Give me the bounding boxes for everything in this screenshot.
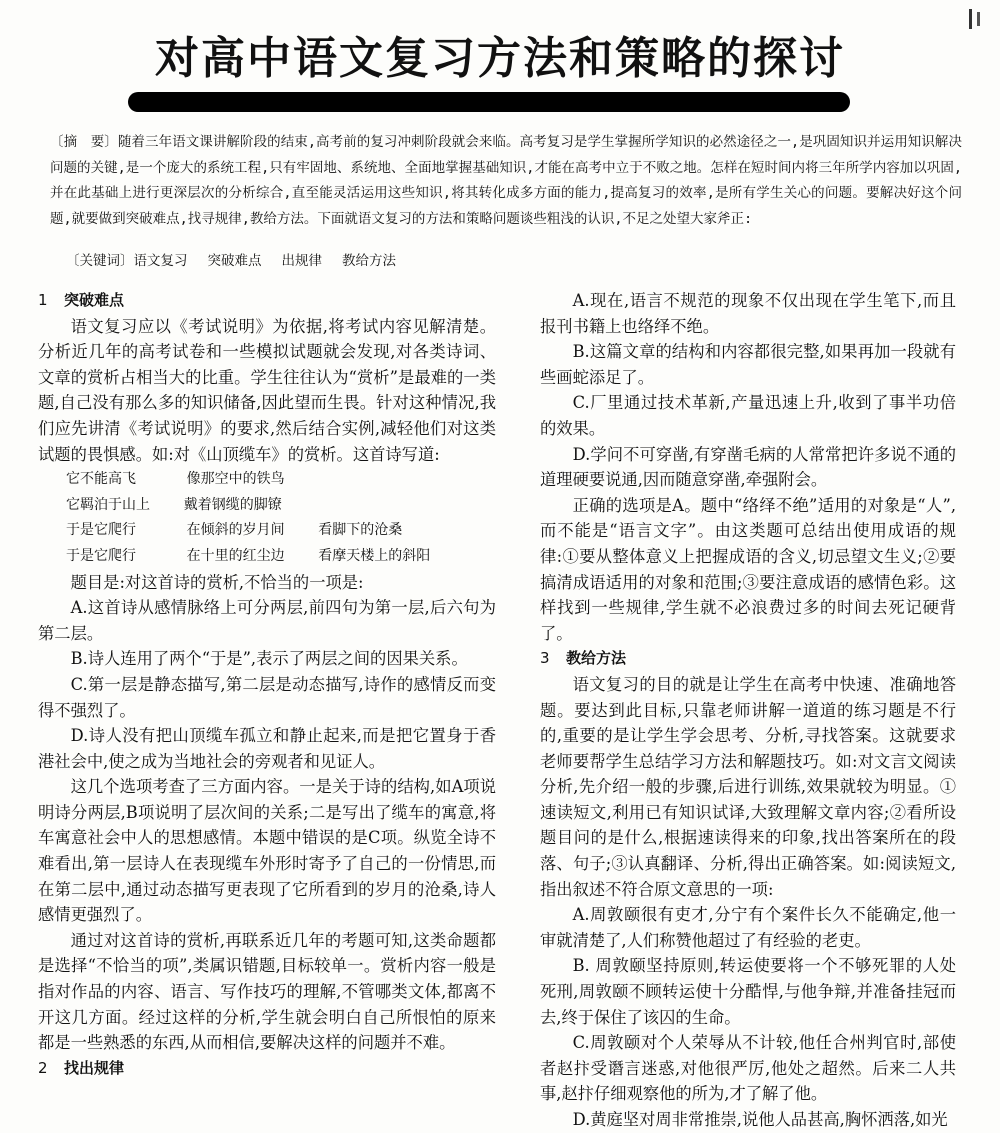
right-column [540,288,956,1133]
section-heading-2: 2 找出规律 [38,1058,125,1077]
option-b: B.诗人连用了两个“于是”,表示了两层之间的因果关系。 [70,649,468,669]
section-heading-1: 1 突破难点 [38,291,125,309]
section-heading-3: 3 教给方法 [540,649,627,668]
paragraph: 语文复习应以《考试说明》为依据,将考试内容见解清楚。分析近几年的高考试卷和一些模拟试题就会发现,对各类诗词、文章的赏析占相当大的比重。学生往往认为“赏析”是最难的一类题,自己没有那么多的知识储备,因此望而生畏。针对这种情况,我们应先讲清《考试说明》的要求,然后结合实例,减轻他们对这类试题的畏惧感。如:对《山顶缆车》的赏析。这首诗写道: [38,316,496,464]
poem-line: 它不能高飞 像那空中的铁鸟 [66,471,285,488]
option-d: D.黄庭坚对周非常推崇,说他人品甚高,胸怀洒落,如光 [572,1110,948,1129]
keyword: 出规律 [281,253,322,269]
option-a: A.现在,语言不规范的现象不仅出现在学生笔下,而且报刊书籍上也络绎不绝。 [540,291,956,336]
poem-line: 它羁泊于山上 戴着钢缆的脚镣 [66,496,282,513]
option-d: D.诗人没有把山顶缆车孤立和静止起来,而是把它置身于香港社会中,使之成为当地社会的旁观者和见证人。 [38,726,496,771]
option-a: A.这首诗从感情脉络上可分两层,前四句为第一层,后六句为第二层。 [38,598,496,643]
author-redaction-bar [128,92,850,112]
abstract [50,130,962,232]
option-b: B. 周敦颐坚持原则,转运使要将一个不够死罪的人处死刑,周敦颐不顾转运使十分酷悍,与他争辩,并准备挂冠而去,终于保住了该囚的生命。 [540,956,956,1027]
poem [38,467,496,569]
abstract-label: 〔摘 要〕 [50,134,118,150]
keyword: 教给方法 [342,253,396,269]
keywords [66,249,416,269]
option-a: A.周敦颐很有吏才,分宁有个案件长久不能确定,他一审就清楚了,人们称赞他超过了有经验的老吏。 [540,905,956,950]
corner-mark-icon [968,8,982,30]
option-c: C.周敦颐对个人荣辱从不计较,他任合州判官时,部使者赵抃受谮言迷惑,对他很严厉,他处之超然。后来二人共事,赵抃仔细观察他的所为,才了解了他。 [540,1033,956,1104]
article-title: 对高中语文复习方法和策略的探讨 [155,33,845,84]
keywords-label: 〔关键词〕 [66,253,134,269]
paragraph: 通过对这首诗的赏析,再联系近几年的考题可知,这类命题都是选择“不恰当的项”,类属识错题,目标较单一。赏析内容一般是指对作品的内容、语言、写作技巧的理解,不管哪类文体,都离不开这几方面。经过这样的分析,学生就会明白自己所恨怕的原来都是一些熟悉的东西,从而相信,要解决这样的问题并不难。 [38,930,496,1053]
option-c: C.厂里通过技术革新,产量迅速上升,收到了事半功倍的效果。 [540,393,956,438]
option-b: B.这篇文章的结构和内容都很完整,如果再加一段就有些画蛇添足了。 [540,342,956,387]
abstract-text: 随着三年语文课讲解阶段的结束,高考前的复习冲刺阶段就会来临。高考复习是学生掌握所学知识的必然途径之一,是巩固知识并运用知识解决问题的关键,是一个庞大的系统工程,只有牢固地、系统地、全面地掌握基础知识,才能在高考中立于不败之地。怎样在短时间内将三年所学内容加以巩固,并在此基础上进行更深层次的分析综合,直至能灵活运用这些知识,将其转化成多方面的能力,提高复习的效率,是所有学生关心的问题。要解决好这个问题,就要做到突破难点,找寻规律,教给方法。下面就语文复习的方法和策略问题谈些粗浅的认识,不足之处望大家斧正: [50,134,962,227]
option-c: C.第一层是静态描写,第二层是动态描写,诗作的感情反而变得不强烈了。 [38,674,496,720]
paragraph: 这几个选项考查了三方面内容。一是关于诗的结构,如A项说明诗分两层,B项说明了层次间的关系;二是写出了缆车的寓意,将车寓意社会中人的思想感情。本题中错误的是C项。纵览全诗不难看出,第一层诗人在表现缆车外形时寄予了自己的一份情思,而在第二层中,通过动态描写更表现了它所看到的岁月的沧桑,诗人感情更强烈了。 [38,777,496,925]
keyword: 突破难点 [207,253,262,269]
paragraph: 语文复习的目的就是让学生在高考中快速、准确地答题。要达到此目标,只靠老师讲解一道道的练习题是不行的,重要的是让学生学会思考、分析,寻找答案。这就要求老师要帮学生总结学习方法和解题技巧。如:对文言文阅读分析,先介绍一般的步骤,后进行训练,效果就较为明显。①速读短文,利用已有知识试译,大致理解文章内容;②看所设题目问的是什么,根据速读得来的印象,找出答案所在的段落、句子;③认真翻译、分析,得出正确答案。如:阅读短文,指出叙述不符合原文意思的一项: [540,674,956,899]
left-column [38,288,496,1081]
poem-line: 于是它爬行 在倾斜的岁月间 看脚下的沧桑 [66,522,403,539]
option-d: D.学问不可穿凿,有穿凿毛病的人常常把许多说不通的道理硬要说通,因而随意穿凿,牵强附会。 [540,444,956,490]
poem-line: 于是它爬行 在十里的红尘边 看摩天楼上的斜阳 [66,547,431,564]
paragraph: 正确的选项是A。题中“络绎不绝”适用的对象是“人”,而不能是“语言文字”。由这类题可总结出使用成语的规律:①要从整体意义上把握成语的含义,切忌望文生义;②要搞清成语适用的对象和范围;③要注意成语的感情色彩。这样找到一些规律,学生就不必浪费过多的时间去死记硬背了。 [540,495,956,643]
keyword: 语文复习 [133,253,188,269]
question: 题目是:对这首诗的赏析,不恰当的一项是: [70,572,364,592]
